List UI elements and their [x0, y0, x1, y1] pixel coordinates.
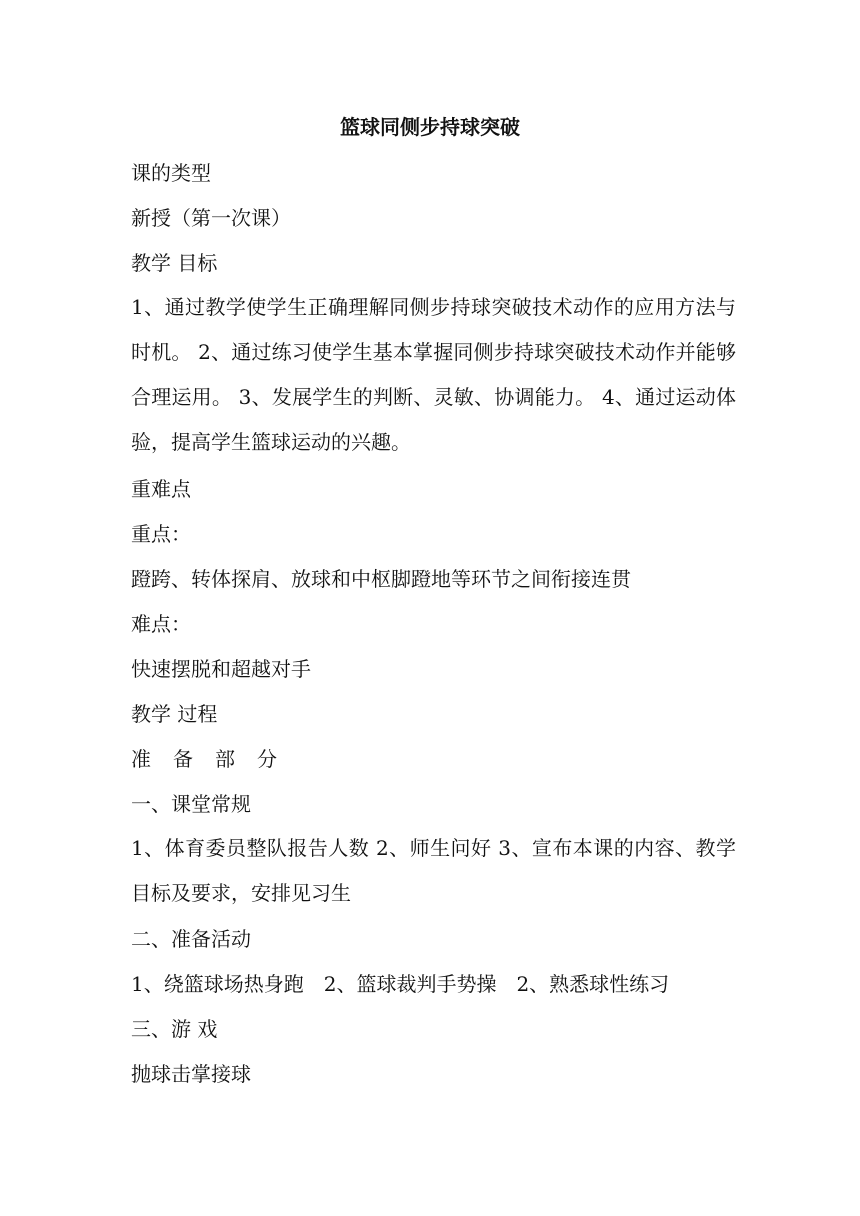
objectives-label: 教学 目标	[131, 251, 218, 275]
lesson-type-label: 课的类型	[131, 161, 211, 185]
lesson-type-value: 新授（第一次课）	[131, 206, 291, 230]
process-label: 教学 过程	[131, 702, 218, 726]
prep-section-heading: 准备部分	[131, 747, 299, 771]
section2-text: 1、绕篮球场热身跑 2、篮球裁判手势操 2、熟悉球性练习	[131, 972, 670, 996]
objectives-text: 1、通过教学使学生正确理解同侧步持球突破技术动作的应用方法与时机。 2、通过练习使学生基本掌握同侧步持球突破技术动作并能够合理运用。 3、发展学生的判断、灵敏、协调能力。 4、通过运动体验，提高学生篮球运动的兴趣。	[131, 295, 736, 454]
difficult-label: 难点：	[131, 612, 191, 636]
section3-text: 抛球击掌接球	[131, 1062, 251, 1086]
key-label: 重点：	[131, 522, 191, 546]
section3-title: 三、游 戏	[131, 1017, 218, 1041]
key-difficult-label: 重难点	[131, 477, 191, 501]
section1-title: 一、课堂常规	[131, 792, 251, 816]
difficult-text: 快速摆脱和超越对手	[131, 657, 311, 681]
document-title: 篮球同侧步持球突破	[340, 115, 520, 139]
section1-text: 1、体育委员整队报告人数 2、师生问好 3、宣布本课的内容、教学目标及要求，安排见习生	[131, 836, 736, 905]
section2-title: 二、准备活动	[131, 927, 251, 951]
key-text: 蹬跨、转体探肩、放球和中枢脚蹬地等环节之间衔接连贯	[131, 567, 631, 591]
